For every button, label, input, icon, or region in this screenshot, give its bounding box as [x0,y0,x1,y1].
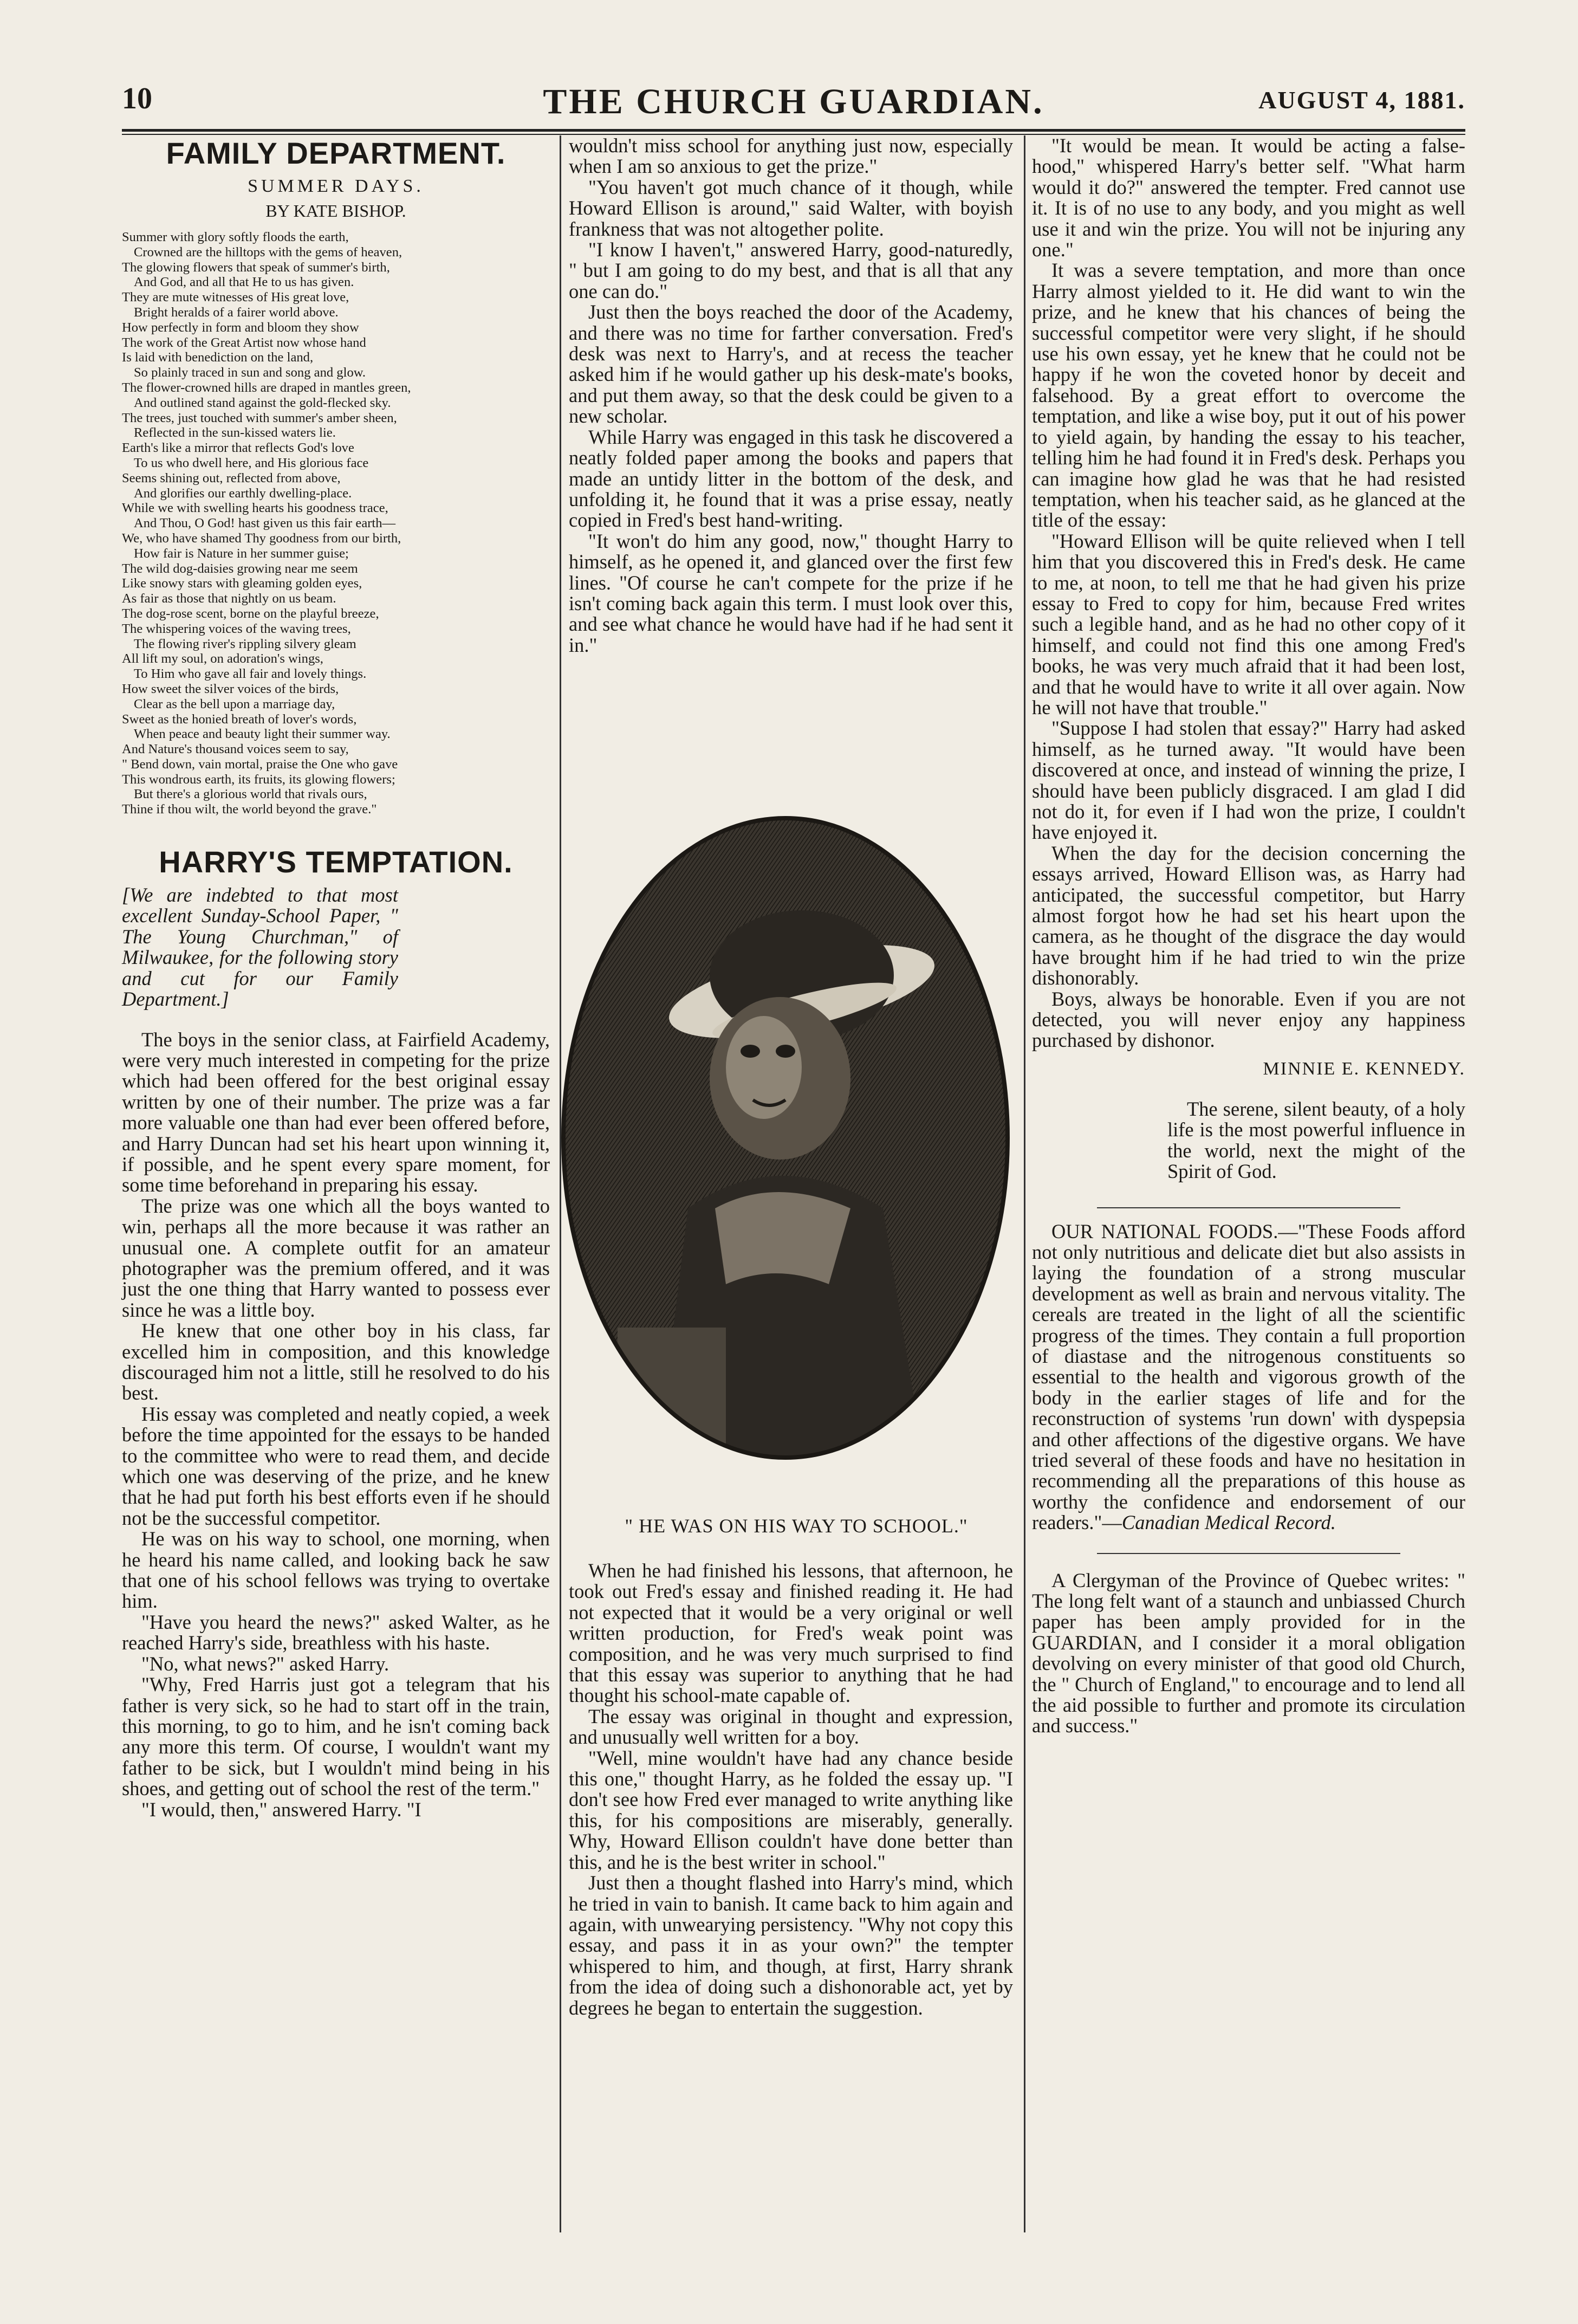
editor-note: [We are indebted to that most excellent Sunday-School Paper, " The Young Churchman," of Milwaukee, for the following story and cut for our Family Department.] [122,884,398,1011]
column-3 [1032,135,1465,1737]
poem-title: SUMMER DAYS. [248,176,424,196]
poem-line: And outlined stand against the gold-flecked sky. [134,395,391,410]
poem-line: " Bend down, vain mortal, praise the One who gave [122,756,398,772]
story-paragraph: He was on his way to school, one morning, when he heard his name called, and looking back he saw that one of his school fellows was trying to overtake him. [122,1527,550,1613]
story-paragraph: When he had finished his lessons, that afternoon, he took out Fred's essay and finished reading it. He had not expected that it would be a very original or well written production, for Fred's weak point was composition, and he was very much surprised to find that this essay was superior to anything that he had thought his school-mate capable of. [569,1559,1013,1707]
story-paragraph: "Well, mine wouldn't have had any chance beside this one," thought Harry, as he folded the essay up. "I don't see how Fred ever managed to write anything like this, for his compositions are miserably, generally. Why, Howard Ellison couldn't have done better than this, and he is the best writer in school." [569,1746,1013,1873]
clergyman-paragraph: A Clergyman of the Province of Quebec writes: " The long felt want of a staunch and unbiassed Church paper has been amply provided for in the GUARDIAN, and I consider it a moral obligation devolving on every minister of that good old Church, the " Church of England," to encourage and to lend all the aid possible to further and promote its circulation and success." [1032,1569,1465,1737]
poem-line: Crowned are the hilltops with the gems of heaven, [134,244,402,260]
poem-line: As fair as those that nightly on us beam. [122,591,336,606]
poem-line: The glowing flowers that speak of summer's birth, [122,260,390,275]
story-paragraph: "Why, Fred Harris just got a telegram that his father is very sick, so he had to start off in the train, this morning, to go to him, and he isn't coming back any more this term. Of course, I wouldn't want my father to be sick, but I wouldn't mind being in his shoes, and getting out of school the rest of the term." [122,1673,550,1800]
story-part-2 [569,135,1013,656]
national-foods-paragraph [1032,1221,1465,1533]
national-foods-text: —"These Foods afford not only nutritious and delicate diet but also assists in laying the foundation of a strong muscular development as well as brain and nervous vitality. The cereals are treated in the light of all the scientific progress of the times. They contain a full proportion of diastase and the nitrogenous constituents so essential to the health and vigorous growth of the body in the earlier stages of life and for the reconstruction of systems 'run down' with dyspepsia and other affections of the digestive organs. We have tried several of these foods and have no hesitation in recommending all the preparations of this house as worthy the confidence and endorsement of our readers."— [1032,1220,1465,1534]
national-foods-source: Canadian Medical Record. [1121,1511,1336,1534]
story-paragraph: "I know I haven't," answered Harry, good-naturedly, " but I am going to do my best, and that is all that any one can do." [569,238,1013,302]
story-part-4 [1032,135,1465,1051]
poem-line: The flowing river's rippling silvery gleam [134,636,356,651]
poem-line: Seems shining out, reflected from above, [122,470,341,485]
story-paragraph: He knew that one other boy in his class, far excelled him in composition, and this knowledge discouraged him not a little, still he resolved to do his best. [122,1319,550,1404]
story-paragraph: The essay was original in thought and expression, and unusually well written for a boy. [569,1705,1013,1749]
story-part-1 [122,1030,550,1820]
story-paragraph: Just then a thought flashed into Harry's mind, which he tried in vain to banish. It came back to him again and again, with unwearying persistency. "Why not copy this essay, and pass it in as your own?" the tempter whispered to him, and though, at first, Harry shrank from the idea of doing such a dishonorable act, yet by degrees he began to entertain the suggestion. [569,1872,1013,2019]
poem-line: The flower-crowned hills are draped in mantles green, [122,380,411,395]
column-rule [1024,135,1025,2232]
poem-line: Clear as the bell upon a marriage day, [134,696,335,711]
column-1 [122,135,550,1820]
story-paragraph: It was a severe temptation, and more than once Harry almost yielded to it. He did want to win the prize, and he knew that his chances of being the successful competitor were very slight, if he should use his own essay, yet he knew that he could not be happy if he won the coveted honor by deceit and falsehood. By a great effort to overcome the temptation, and like a wise boy, put it out of his power to yield again, by handing the essay to his teacher, telling him he had found it in Fred's desk. Perhaps you can imagine how glad he was that he had resisted temptation, when his teacher said, as he glanced at the title of the essay: [1032,259,1465,532]
poem-byline: BY KATE BISHOP. [265,201,406,221]
engraving-illustration [547,797,1024,1490]
poem-line: This wondrous earth, its fruits, its glowing flowers; [122,772,395,787]
story-heading: HARRY'S TEMPTATION. [159,845,513,879]
poem [122,230,550,817]
national-foods-lead: OUR NATIONAL FOODS. [1051,1220,1278,1242]
page-number: 10 [122,82,152,115]
poem-line: How fair is Nature in her summer guise; [134,546,349,561]
poem-line: Bright heralds of a fairer world above. [134,305,339,320]
poem-line: While we with swelling hearts his goodness trace, [122,501,388,516]
family-department-heading: FAMILY DEPARTMENT. [166,136,506,170]
poem-line: Reflected in the sun-kissed waters lie. [134,425,336,441]
separator [1097,1182,1400,1208]
story-paragraph: When the day for the decision concerning the essays arrived, Howard Ellison was, as Harry had anticipated, the successful competitor, but Harry almost forgot how he had set his heart upon the camera, as he thought of the disgrace the day would have brought him if he had tried to win the prize dishonorably. [1032,841,1465,989]
column-2 [569,135,1013,656]
story-paragraph: "You haven't got much chance of it though, while Howard Ellison is around," said Walter, with boyish frankness that was not altogether polite. [569,176,1013,240]
poem-line: To Him who gave all fair and lovely things. [134,666,367,682]
poem-line: And Thou, O God! hast given us this fair earth— [134,516,396,531]
masthead [122,81,1465,130]
story-paragraph: "No, what news?" asked Harry. [141,1652,389,1675]
story-paragraph: Just then the boys reached the door of the Academy, and there was no time for farther conversation. Fred's desk was next to Harry's, and at recess the teacher asked him if he would gather up his desk-mate's books, and put them away, so that the desk could be given to a new scholar. [569,301,1013,428]
poem-line: The wild dog-daisies growing near me seem [122,561,358,576]
story-paragraph: While Harry was engaged in this task he discovered a neatly folded paper among the books and papers that made an untidy litter in the bottom of the desk, and unfolding it, he found that it was a prise essay, neatly copied in Fred's best hand-writing. [569,425,1013,532]
poem-line: Thine if thou wilt, the world beyond the grave." [122,802,377,817]
story-paragraph: "Have you heard the news?" asked Walter, as he reached Harry's side, breathless with his haste. [122,1610,550,1654]
poem-line: All lift my soul, on adoration's wings, [122,651,323,666]
story-paragraph: The boys in the senior class, at Fairfield Academy, were very much interested in competing for the prize which had been offered for the best original essay written by one of their number. The prize was a far more valuable one than had ever been offered before, and Harry Duncan had set his heart upon winning it, if possible, and he spent every spare moment, for some time beforehand in preparing his essay. [122,1028,550,1196]
poem-line: Is laid with benediction on the land, [122,350,314,365]
story-paragraph: "Howard Ellison will be quite relieved when I tell him that you discovered this in Fred's desk. He came to me, at noon, to tell me that he had given his prize essay to Fred to copy for him, because Fred writes such a legible hand, and as he had no other copy of it himself, and could not find this one among Fred's books, he was very much afraid that it had been lost, and that he would have to write it all over again. Now he will not have that trouble." [1032,529,1465,718]
story-paragraph: Boys, always be honorable. Even if you are not detected, you will never enjoy any happiness purchased by dishonor. [1032,987,1465,1052]
poem-line: The work of the Great Artist now whose hand [122,335,366,350]
story-paragraph: His essay was completed and neatly copied, a week before the time appointed for the essays to be handed to the committee who were to read them, and decide which one was deserving of the prize, and he knew that he had put forth his best efforts even if he should not be the successful competitor. [122,1402,550,1529]
poem-line: When peace and beauty light their summer way. [134,727,391,742]
newspaper-title: THE CHURCH GUARDIAN. [543,82,1044,121]
poem-line: And God, and all that He to us has given. [134,275,354,290]
poem-line: But there's a glorious world that rivals ours, [134,787,367,802]
story-signature: MINNIE E. KENNEDY. [1263,1058,1465,1079]
poem-line: How perfectly in form and bloom they show [122,320,359,335]
poem-line: Earth's like a mirror that reflects God's love [122,441,354,456]
poem-line: The trees, just touched with summer's amber sheen, [122,410,397,425]
poem-line: And glorifies our earthly dwelling-place. [134,485,352,501]
story-paragraph: The prize was one which all the boys wanted to win, perhaps all the more because it was rather an unusual one. A complete outfit for an amateur photographer was the premium offered, and it was just the one thing that Harry wanted to possess ever since he was a little boy. [122,1194,550,1321]
poem-line: Sweet as the honied breath of lover's words, [122,711,357,727]
serene-paragraph: The serene, silent beauty, of a holy life is the most powerful influence in the world, next the might of the Spirit of God. [1167,1097,1465,1183]
story-paragraph: "It won't do him any good, now," thought Harry to himself, as he opened it, and glanced over the first few lines. "Of course he can't compete for the prize if he isn't coming back again this term. I must look over this, and see what chance he would have had if he had sent it in." [569,529,1013,656]
poem-line: They are mute witnesses of His great love, [122,290,349,305]
poem-line: So plainly traced in sun and song and glow. [134,365,366,380]
separator [1097,1533,1400,1554]
illustration-caption-box [558,1514,1035,1537]
poem-line: How sweet the silver voices of the birds, [122,681,339,696]
story-paragraph: "It would be mean. It would be acting a false-hood," whispered Harry's better self. "What harm would it do?" answered the tempter. Fred cannot use it. It is of no use to any body, and you might as well use it and win the prize. You will not be injuring any one." [1032,134,1465,261]
story-paragraph: "Suppose I had stolen that essay?" Harry had asked himself, as he turned away. "It would have been discovered at once, and instead of winning the prize, I should have been publicly disgraced. I am glad I did not do it, for even if I had won the prize, I couldn't have enjoyed it. [1032,717,1465,844]
poem-line: To us who dwell here, and His glorious face [134,455,369,470]
story-part-3 [569,1561,1013,2018]
poem-line: The dog-rose scent, borne on the playful breeze, [122,606,379,621]
story-paragraph: "I would, then," answered Harry. "I [141,1798,421,1821]
poem-line: Like snowy stars with gleaming golden eyes, [122,576,362,591]
poem-line: We, who have shamed Thy goodness from our birth, [122,530,401,546]
poem-line: And Nature's thousand voices seem to say, [122,742,349,757]
issue-date: AUGUST 4, 1881. [1258,86,1465,114]
poem-line: Summer with glory softly floods the earth, [122,230,349,244]
illustration-caption: " HE WAS ON HIS WAY TO SCHOOL." [625,1515,968,1537]
story-paragraph: wouldn't miss school for anything just now, especially when I am so anxious to get the prize." [569,134,1013,178]
poem-line: The whispering voices of the waving trees, [122,621,351,636]
